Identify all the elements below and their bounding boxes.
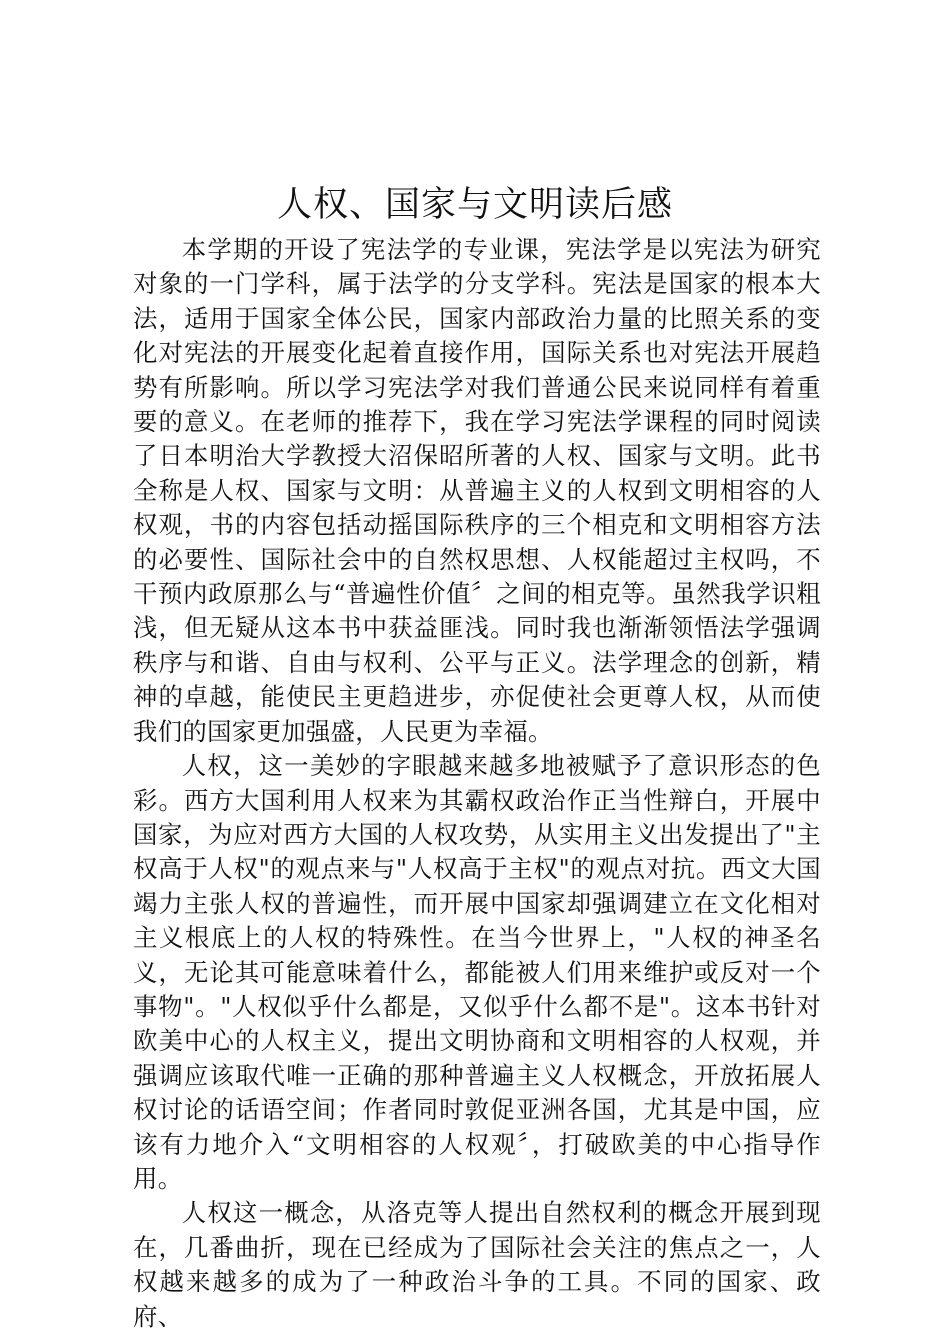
paragraph-1: 本学期的开设了宪法学的专业课，宪法学是以宪法为研究对象的一门学科，属于法学的分支学科。宪法是国家的根本大法，适用于国家全体公民，国家内部政治力量的比照关系的变化对宪法的开展变化起着直接作用，国际关系也对宪法开展趋势有所影响。所以学习宪法学对我们普通公民来说同样有着重要的意义。在老师的推荐下，我在学习宪法学课程的同时阅读了日本明治大学教授大沼保昭所著的人权、国家与文明。此书全称是人权、国家与文明：从普遍主义的人权到文明相容的人权观，书的内容包括动摇国际秩序的三个相克和文明相容方法的必要性、国际社会中的自然权思想、人权能超过主权吗，不干预内政原那么与“普遍性价值〞之间的相克等。虽然我学识粗浅，但无疑从这本书中获益匪浅。同时我也渐渐领悟法学强调秩序与和谐、自由与权利、公平与正义。法学理念的创新，精神的卓越，能使民主更趋进步，亦促使社会更尊人权，从而使我们的国家更加强盛，人民更为幸福。 [133, 235, 821, 746]
paragraph-3: 人权这一概念，从洛克等人提出自然权利的概念开展到现在，几番曲折，现在已经成为了国际社会关注的焦点之一，人权越来越多的成为了一种政治斗争的工具。不同的国家、政府、 [133, 1198, 821, 1331]
paragraph-2: 人权，这一美妙的字眼越来越多地被赋予了意识形态的色彩。西方大国利用人权来为其霸权政治作正当性辩白，开展中国家，为应对西方大国的人权攻势，从实用主义出发提出了"主权高于人权"的观点来与"人权高于主权"的观点对抗。西文大国竭力主张人权的普遍性，而开展中国家却强调建立在文化相对主义根底上的人权的特殊性。在当今世界上，"人权的神圣名义，无论其可能意味着什么，都能被人们用来维护或反对一个事物"。"人权似乎什么都是，又似乎什么都不是"。这本书针对欧美中心的人权主义，提出文明协商和文明相容的人权观，并强调应该取代唯一正确的那种普遍主义人权概念，开放拓展人权讨论的话语空间；作者同时敦促亚洲各国，尤其是中国，应该有力地介入“文明相容的人权观〞，打破欧美的中心指导作用。 [133, 751, 821, 1193]
document-body [133, 233, 821, 1334]
document-title: 人权、国家与文明读后感 [276, 185, 673, 225]
